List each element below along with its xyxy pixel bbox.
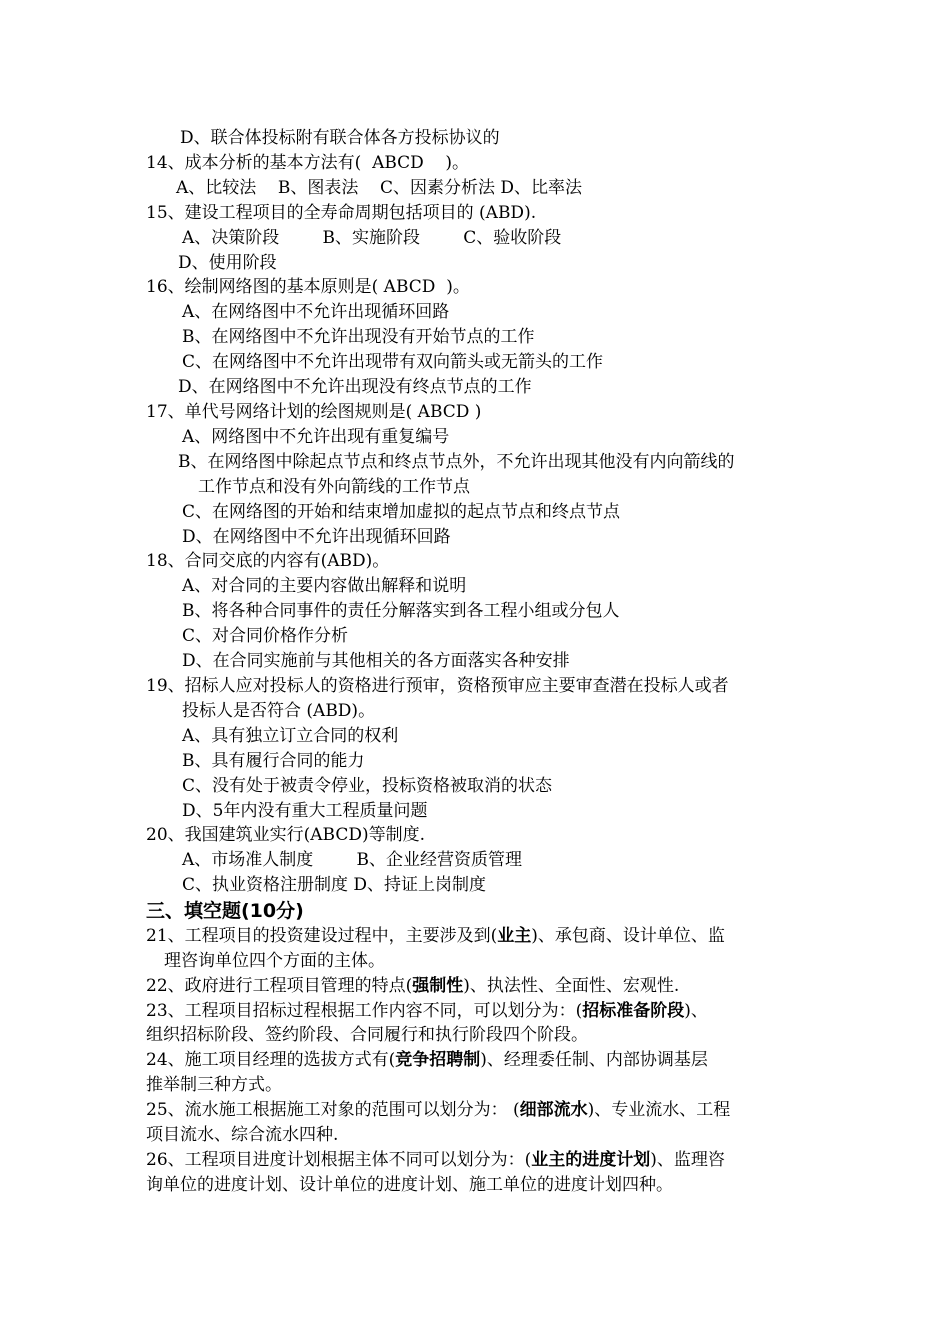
q23-answer: 招标准备阶段 (582, 1001, 685, 1021)
q19-question-cont: 投标人是否符合 (ABD)。 (182, 701, 376, 721)
q19-option-c: C、没有处于被责令停业，投标资格被取消的状态 (182, 776, 553, 796)
q17-option-d: D、在网络图中不允许出现循环回路 (182, 527, 451, 547)
q26-text-end: )、监理咨 (650, 1150, 725, 1170)
q22-text-end: )、执法性、全面性、宏观性. (463, 976, 680, 996)
q19-question: 19、招标人应对投标人的资格进行预审，资格预审应主要审查潜在投标人或者 (146, 676, 729, 696)
q14-options: A、比较法 B、图表法 C、因素分析法 D、比率法 (176, 178, 583, 198)
q16-option-a: A、在网络图中不允许出现循环回路 (182, 302, 450, 322)
q21-text-end: )、承包商、设计单位、监 (531, 926, 725, 946)
q20-options-cd: C、执业资格注册制度 D、持证上岗制度 (182, 875, 487, 895)
q18-option-b: B、将各种合同事件的责任分解落实到各工程小组或分包人 (182, 601, 620, 621)
q14-question: 14、成本分析的基本方法有( ABCD )。 (146, 153, 470, 173)
q22-answer: 强制性 (412, 976, 464, 996)
q17-option-a: A、网络图中不允许出现有重复编号 (182, 427, 450, 447)
section-title: 三、填空题(10分) (146, 900, 304, 922)
q13-option-d: D、联合体投标附有联合体各方投标协议的 (180, 128, 500, 148)
q17-option-c: C、在网络图的开始和结束增加虚拟的起点节点和终点节点 (182, 502, 621, 522)
q19-option-d: D、5年内没有重大工程质量问题 (182, 801, 428, 821)
q22-line1 (146, 974, 679, 998)
q26-text: 26、工程项目进度计划根据主体不同可以划分为：( (146, 1150, 532, 1170)
q21-line2: 理咨询单位四个方面的主体。 (164, 951, 385, 971)
q23-line1 (146, 999, 708, 1023)
q24-line2: 推举制三种方式。 (146, 1075, 282, 1095)
q19-option-a: A、具有独立订立合同的权利 (182, 726, 399, 746)
q15-question: 15、建设工程项目的全寿命周期包括项目的 (ABD). (146, 203, 537, 223)
q15-option-d: D、使用阶段 (178, 253, 277, 273)
q26-answer: 业主的进度计划 (531, 1150, 651, 1170)
q24-line1 (146, 1048, 708, 1072)
q24-text-end: )、经理委任制、内部协调基层 (480, 1050, 708, 1070)
q16-option-c: C、在网络图中不允许出现带有双向箭头或无箭头的工作 (182, 352, 604, 372)
q25-line1 (146, 1098, 730, 1122)
q18-option-c: C、对合同价格作分析 (182, 626, 349, 646)
q15-options: A、决策阶段 B、实施阶段 C、验收阶段 (182, 228, 562, 248)
q24-text: 24、施工项目经理的选拔方式有( (146, 1050, 396, 1070)
q23-text-end: )、 (684, 1001, 708, 1021)
q17-question: 17、单代号网络计划的绘图规则是( ABCD ) (146, 402, 482, 422)
q25-line2: 项目流水、综合流水四种. (146, 1125, 339, 1145)
q25-text-end: )、专业流水、工程 (587, 1100, 731, 1120)
q16-question: 16、绘制网络图的基本原则是( ABCD )。 (146, 277, 470, 297)
q18-option-a: A、对合同的主要内容做出解释和说明 (182, 576, 467, 596)
q23-text: 23、工程项目招标过程根据工作内容不同，可以划分为：( (146, 1001, 583, 1021)
q22-text: 22、政府进行工程项目管理的特点( (146, 976, 413, 996)
q19-option-b: B、具有履行合同的能力 (182, 751, 365, 771)
q26-line1 (146, 1148, 725, 1172)
q18-question: 18、合同交底的内容有(ABD)。 (146, 551, 390, 571)
q25-text: 25、流水施工根据施工对象的范围可以划分为： ( (146, 1100, 520, 1120)
q23-line2: 组织招标阶段、签约阶段、合同履行和执行阶段四个阶段。 (146, 1025, 588, 1045)
q24-answer: 竞争招聘制 (395, 1050, 481, 1070)
q16-option-b: B、在网络图中不允许出现没有开始节点的工作 (182, 327, 535, 347)
q18-option-d: D、在合同实施前与其他相关的各方面落实各种安排 (182, 651, 570, 671)
q21-line1 (146, 924, 725, 948)
q21-answer: 业主 (497, 926, 532, 946)
q17-option-b: B、在网络图中除起点节点和终点节点外，不允许出现其他没有内向箭线的 (178, 452, 735, 472)
q20-options-ab: A、市场准人制度 B、企业经营资质管理 (182, 850, 522, 870)
q21-text: 21、工程项目的投资建设过程中，主要涉及到( (146, 926, 498, 946)
q16-option-d: D、在网络图中不允许出现没有终点节点的工作 (178, 377, 532, 397)
q20-question: 20、我国建筑业实行(ABCD)等制度. (146, 825, 426, 845)
q26-line2: 询单位的进度计划、设计单位的进度计划、施工单位的进度计划四种。 (146, 1175, 673, 1195)
q25-answer: 细部流水 (519, 1100, 588, 1120)
q17-option-b-cont: 工作节点和没有外向箭线的工作节点 (198, 477, 470, 497)
